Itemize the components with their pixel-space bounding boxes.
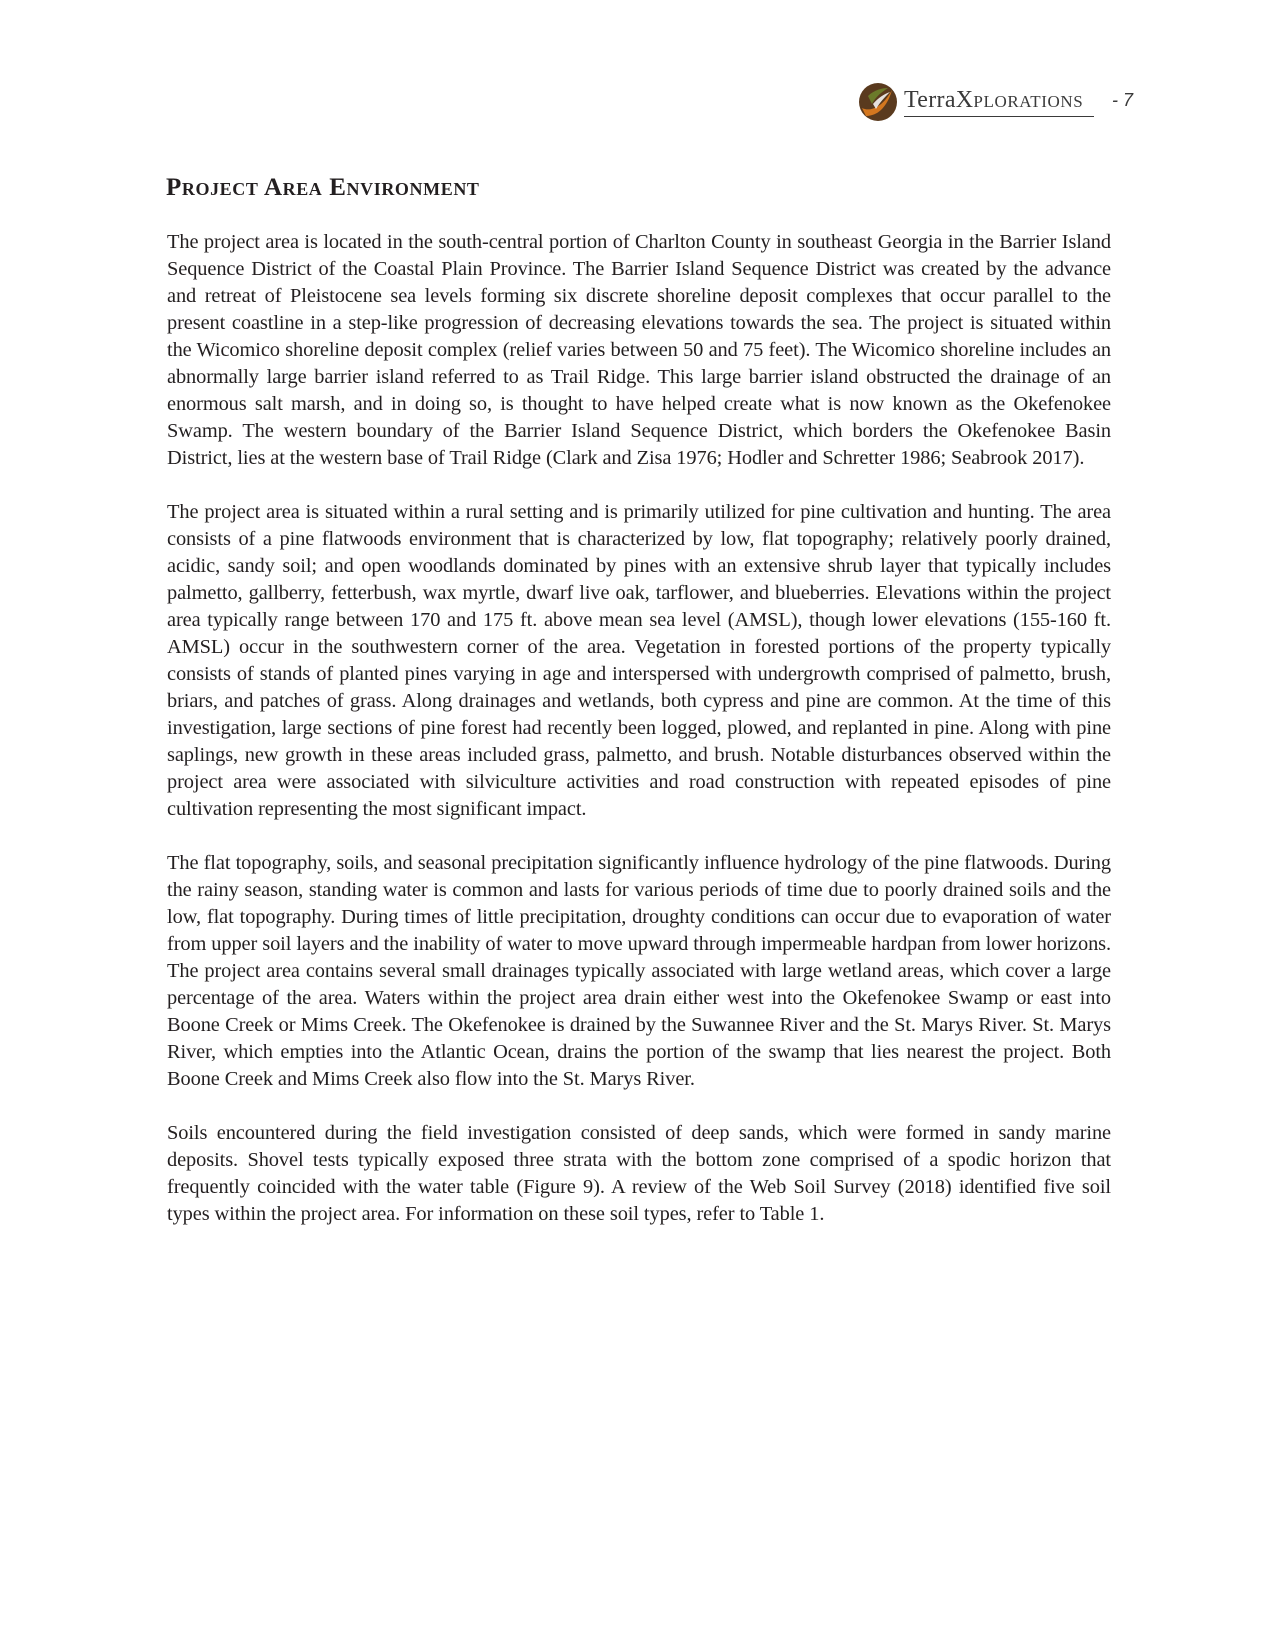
logo-wordmark-cap: TerraX	[904, 87, 974, 113]
logo-wordmark	[904, 88, 1083, 112]
logo-underline	[904, 116, 1094, 117]
section-title: Project Area Environment	[166, 174, 480, 201]
paragraph-vegetation: The project area is situated within a rural setting and is primarily utilized for pine cultivation and hunting. The area consists of a pine flatwoods environment that is characterized by low, flat topography; relatively poorly drained, acidic, sandy soil; and open woodlands dominated by pines with an extensive shrub layer that typically includes palmetto, gallberry, fetterbush, wax myrtle, dwarf live oak, tarflower, and blueberries. Elevations within the project area typically range between 170 and 175 ft. above mean sea level (AMSL), though lower elevations (155-160 ft. AMSL) occur in the southwestern corner of the area. Vegetation in forested portions of the property typically consists of stands of planted pines varying in age and interspersed with undergrowth comprised of palmetto, brush, briars, and patches of grass. Along drainages and wetlands, both cypress and pine are common. At the time of this investigation, large sections of pine forest had recently been logged, plowed, and replanted in pine. Along with pine saplings, new growth in these areas included grass, palmetto, and brush. Notable disturbances observed within the project area were associated with silviculture activities and road construction with repeated episodes of pine cultivation representing the most significant impact.	[167, 501, 1111, 820]
paragraph-soils: Soils encountered during the field investigation consisted of deep sands, which were formed in sandy marine deposits. Shovel tests typically exposed three strata with the bottom zone comprised of a spodic horizon that frequently coincided with the water table (Figure 9). A review of the Web Soil Survey (2018) identified five soil types within the project area. For information on these soil types, refer to Table 1.	[167, 1122, 1111, 1225]
paragraph-geology: The project area is located in the south-central portion of Charlton County in southeast Georgia in the Barrier Island Sequence District of the Coastal Plain Province. The Barrier Island Sequence District was created by the advance and retreat of Pleistocene sea levels forming six discrete shoreline deposit complexes that occur parallel to the present coastline in a step-like progression of decreasing elevations towards the sea. The project is situated within the Wicomico shoreline deposit complex (relief varies between 50 and 75 feet). The Wicomico shoreline includes an abnormally large barrier island referred to as Trail Ridge. This large barrier island obstructed the drainage of an enormous salt marsh, and in doing so, is thought to have helped create what is now known as the Okefenokee Swamp. The western boundary of the Barrier Island Sequence District, which borders the Okefenokee Basin District, lies at the western base of Trail Ridge (Clark and Zisa 1976; Hodler and Schretter 1986; Seabrook 2017).	[167, 231, 1111, 469]
page-number: - 7	[1112, 90, 1134, 110]
paragraph-hydrology: The flat topography, soils, and seasonal precipitation significantly influence hydrology of the pine flatwoods. During the rainy season, standing water is common and lasts for various periods of time due to poorly drained soils and the low, flat topography. During times of little precipitation, droughty conditions can occur due to evaporation of water from upper soil layers and the inability of water to move upward through impermeable hardpan from lower horizons. The project area contains several small drainages typically associated with large wetland areas, which cover a large percentage of the area. Waters within the project area drain either west into the Okefenokee Swamp or east into Boone Creek or Mims Creek. The Okefenokee is drained by the Suwannee River and the St. Marys River. St. Marys River, which empties into the Atlantic Ocean, drains the portion of the swamp that lies nearest the project. Both Boone Creek and Mims Creek also flow into the St. Marys River.	[167, 852, 1111, 1090]
terraxplorations-logo-icon	[858, 82, 898, 122]
logo-wordmark-rest: PLORATIONS	[973, 92, 1084, 111]
page-header	[858, 80, 1148, 124]
body-text	[167, 229, 1111, 1255]
